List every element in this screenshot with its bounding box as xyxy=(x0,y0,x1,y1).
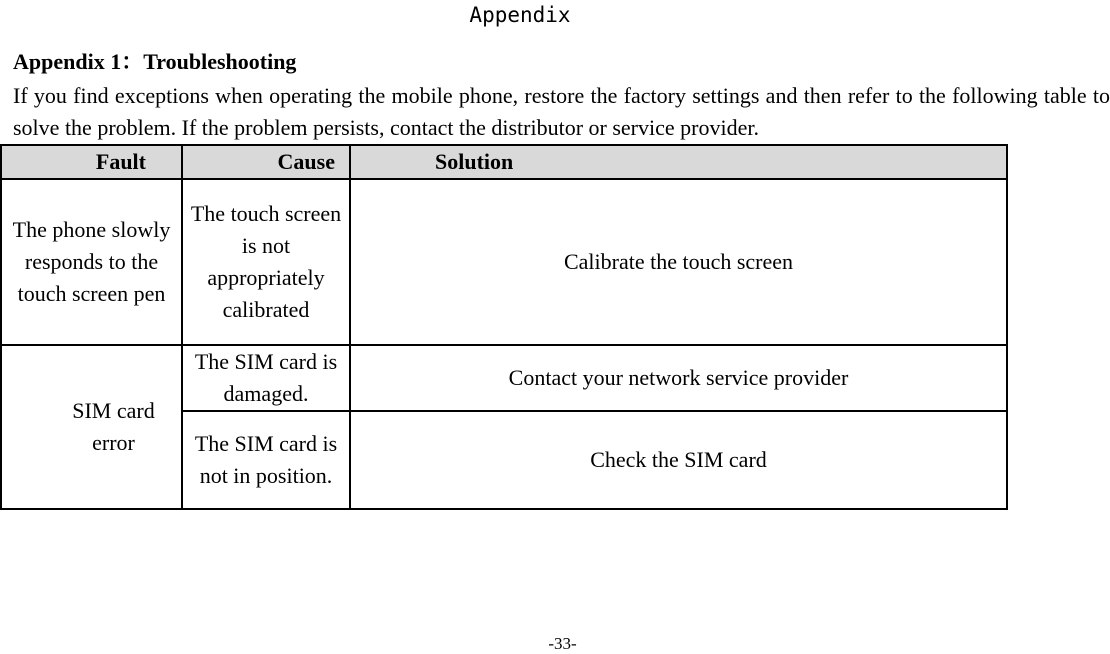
column-header-solution: Solution xyxy=(350,145,1007,179)
solution-cell: Calibrate the touch screen xyxy=(350,179,1007,345)
solution-cell: Contact your network service provider xyxy=(350,345,1007,411)
cause-cell: The SIM card is damaged. xyxy=(182,345,350,411)
column-header-cause: Cause xyxy=(182,145,350,179)
page-number: -33- xyxy=(548,634,577,653)
section-heading: Appendix 1：Troubleshooting xyxy=(13,49,297,74)
cause-cell: The SIM card is not in position. xyxy=(182,411,350,509)
fault-cell: The phone slowly responds to the touch screen pen xyxy=(1,179,182,345)
solution-cell: Check the SIM card xyxy=(350,411,1007,509)
page-title: Appendix xyxy=(469,3,571,27)
table-row xyxy=(1,179,1007,345)
intro-paragraph: If you find exceptions when operating the mobile phone, restore the factory settings and then refer to the following table to solve the problem. If the problem persists, contact the distributor or service provider. xyxy=(13,83,1110,140)
table-row xyxy=(1,345,1007,411)
cause-cell: The touch screen is not appropriately calibrated xyxy=(182,179,350,345)
table-header-row xyxy=(1,145,1007,179)
troubleshooting-table xyxy=(0,144,1008,510)
column-header-fault: Fault xyxy=(1,145,182,179)
fault-cell: SIM card error xyxy=(1,345,182,509)
